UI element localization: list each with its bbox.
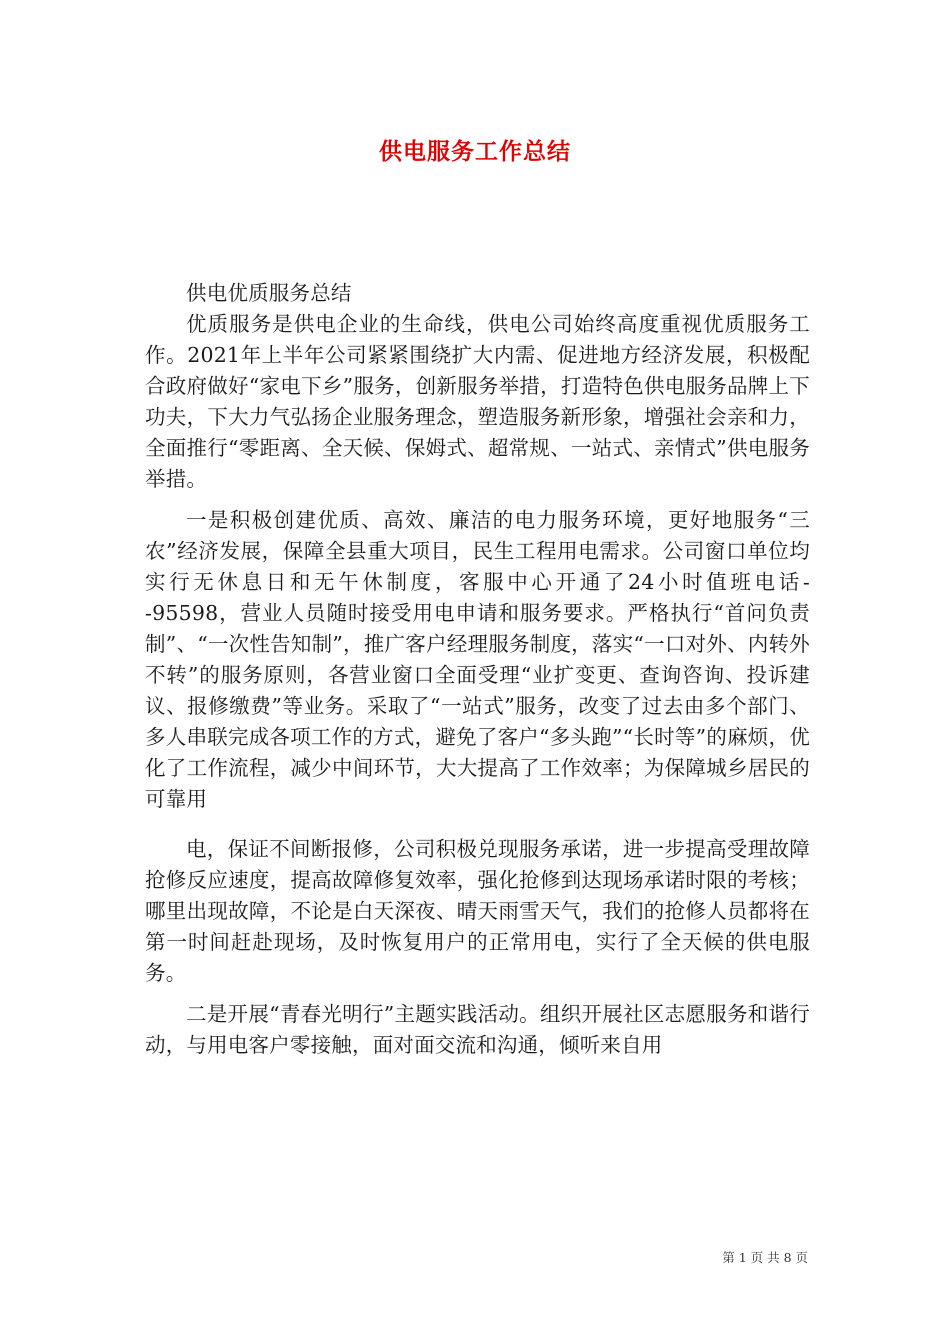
document-body <box>145 278 810 1061</box>
paragraph-intro: 优质服务是供电企业的生命线，供电公司始终高度重视优质服务工作。2021年上半年公司紧紧围绕扩大内需、促进地方经济发展，积极配合政府做好“家电下乡”服务，创新服务举措，打造特色供电服务品牌上下功夫，下大力气弘扬企业服务理念，塑造服务新形象，增强社会亲和力，全面推行“零距离、全天候、保姆式、超常规、一站式、亲情式”供电服务举措。 <box>145 312 810 491</box>
document-title: 供电服务工作总结 <box>379 139 571 165</box>
paragraph-point-one: 一是积极创建优质、高效、廉洁的电力服务环境，更好地服务“三农”经济发展，保障全县重大项目，民生工程用电需求。公司窗口单位均实行无休息日和无午休制度，客服中心开通了24小时值班电话--95598，营业人员随时接受用电申请和服务要求。严格执行“首问负责制”、“一次性告知制”，推广客户经理服务制度，落实“一口对外、内转外不转”的服务原则，各营业窗口全面受理“业扩变更、查询咨询、投诉建议、报修缴费”等业务。采取了“一站式”服务，改变了过去由多个部门、多人串联完成各项工作的方式，避免了客户“多头跑”“长时等”的麻烦，优化了工作流程，减少中间环节，大大提高了工作效率；为保障城乡居民的可靠用 <box>145 508 810 811</box>
paragraph-point-one-continued: 电，保证不间断报修，公司积极兑现服务承诺，进一步提高受理故障抢修反应速度，提高故障修复效率，强化抢修到达现场承诺时限的考核；哪里出现故障，不论是白天深夜、晴天雨雪天气，我们的抢修人员都将在第一时间赶赴现场，及时恢复用户的正常用电，实行了全天候的供电服务。 <box>145 837 810 985</box>
page-number-footer: 第 1 页 共 8 页 <box>722 1250 808 1265</box>
paragraph-point-two: 二是开展“青春光明行”主题实践活动。组织开展社区志愿服务和谐行动，与用电客户零接触，面对面交流和沟通，倾听来自用 <box>145 1002 810 1057</box>
section-subtitle: 供电优质服务总结 <box>186 281 352 305</box>
